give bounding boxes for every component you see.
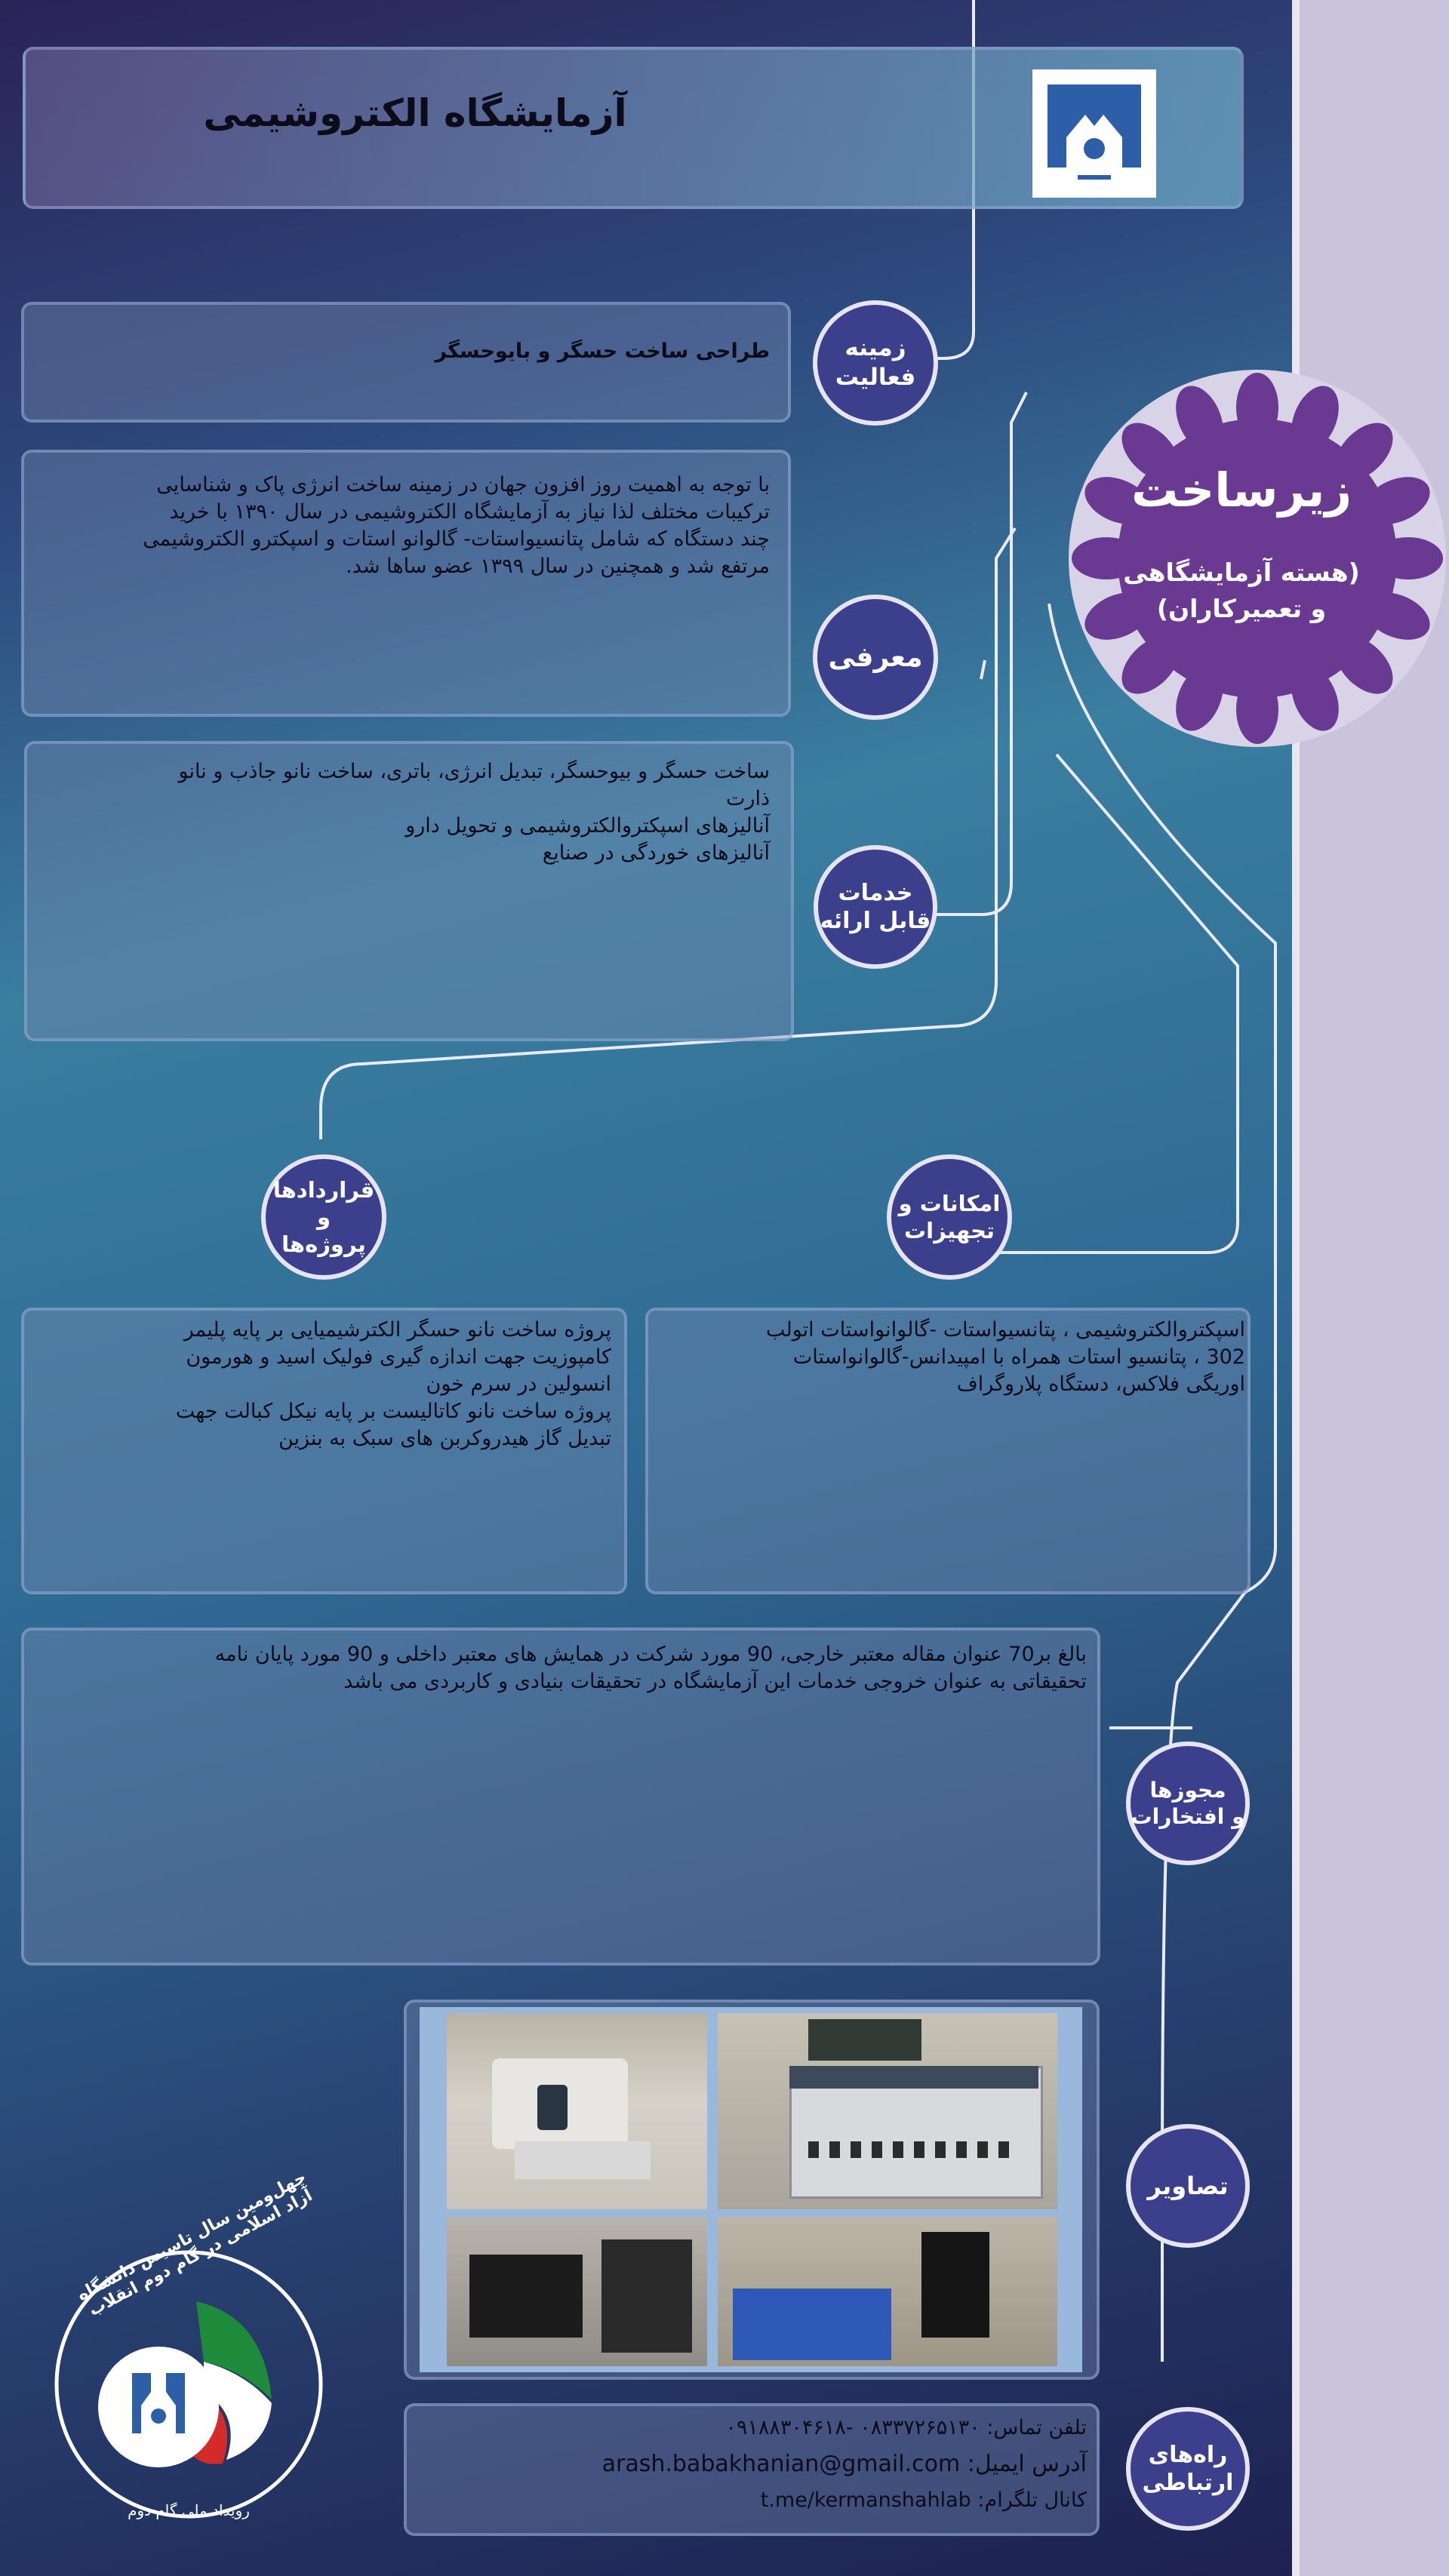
anniversary-bottom-text: رویداد ملی گام دوم <box>128 2501 250 2519</box>
photo-computers <box>447 2217 707 2366</box>
equipment-text: اسپکتروالکتروشیمی ، پتانسیواستات -گالوانواستات اتولب 302 ، پتانسیو استات همراه با امپیدانس-گالوانواستات اوریگی فلاکس، دستگاه پلاروگراف <box>765 1318 1245 1396</box>
badge-title: زیرساخت <box>1131 463 1352 518</box>
honors-text: بالغ بر70 عنوان مقاله معتبر خارجی، 90 مورد شرکت در همایش های معتبر داخلی و 90 مورد پایان نامه تحقیقاتی به عنوان خروجی خدمات این آزمایشگاه در تحقیقات بنیادی و کاربردی می باشد <box>214 1643 1087 1693</box>
services-label-circle: خدمات قابل ارائه <box>814 845 937 969</box>
contracts-text: پروژه ساخت نانو حسگر الکترشیمیایی بر پایه پلیمر کامپوزیت جهت اندازه گیری فولیک اسید و هورمون انسولین در سرم خون پروژه ساخت نانو کاتالیست بر پایه نیکل کبالت جهت تبدیل گاز هیدروکربن های سبک به بنزین <box>175 1318 611 1450</box>
anniversary-arc-text: چهل‌ومین سال تاسیس دانشگاه آزاد اسلامی در گام دوم انقلاب <box>74 2168 316 2320</box>
images-label-circle: تصاویر <box>1126 2124 1250 2248</box>
contact-telegram-label: کانال تلگرام: <box>977 2488 1087 2512</box>
photo-workstation <box>718 2217 1057 2366</box>
page-title: آزمایشگاه الکتروشیمی <box>203 91 627 135</box>
photo-spectrometer <box>447 2013 707 2209</box>
contact-telegram-link[interactable]: t.me/kermanshahlab <box>760 2488 971 2512</box>
field-label-circle: زمینه فعالیت <box>813 300 938 426</box>
university-logo-icon <box>1032 69 1156 198</box>
badge-subtitle: (هسته آزمایشگاهی و تعمیرکاران) <box>1123 558 1360 623</box>
photo-autolab <box>718 2013 1057 2209</box>
contracts-label-circle: قراردادها و پروژه‌ها <box>261 1154 386 1280</box>
intro-label-circle: معرفی <box>813 595 938 720</box>
contact-label-circle: راه‌های ارتباطی <box>1126 2407 1250 2531</box>
field-text: طراحی ساخت حسگر و بایوحسگر <box>435 340 770 363</box>
intro-text: با توجه به اهمیت روز افزون جهان در زمینه ساخت انرژی پاک و شناسایی ترکیبات مختلف لذا نیاز به آزمایشگاه الکتروشیمی در سال ۱۳۹۰ با خرید چند دستگاه که شامل پتانسیواستات- گالوانو استات و اسپکترو الکتروشیمی مرتفع شد و همچنین در سال ۱۳۹۹ عضو ساها شد. <box>143 473 770 578</box>
contact-email-label: آدرس ایمیل: <box>967 2451 1087 2477</box>
anniversary-logo <box>45 2168 332 2535</box>
services-text: ساخت حسگر و بیوحسگر، تبدیل انرژی، باتری، ساخت نانو جاذب و نانو ذارت آنالیزهای اسپکتروالکتروشیمی و تحویل دارو آنالیزهای خوردگی در صنایع <box>178 760 770 865</box>
contact-telegram-row <box>423 2488 1087 2512</box>
university-logo <box>1032 69 1156 198</box>
contact-phone: تلفن تماس: ۰۸۳۳۷۲۶۵۱۳۰ -۰۹۱۸۸۳۰۴۶۱۸ <box>725 2416 1087 2439</box>
photo-grid <box>420 2007 1082 2372</box>
equipment-label-circle: امکانات و تجهیزات <box>887 1154 1012 1280</box>
honors-label-circle: مجوزها و افتخارات <box>1126 1741 1250 1865</box>
contact-email[interactable]: arash.babakhanian@gmail.com <box>601 2451 961 2477</box>
contact-email-row <box>423 2451 1087 2477</box>
